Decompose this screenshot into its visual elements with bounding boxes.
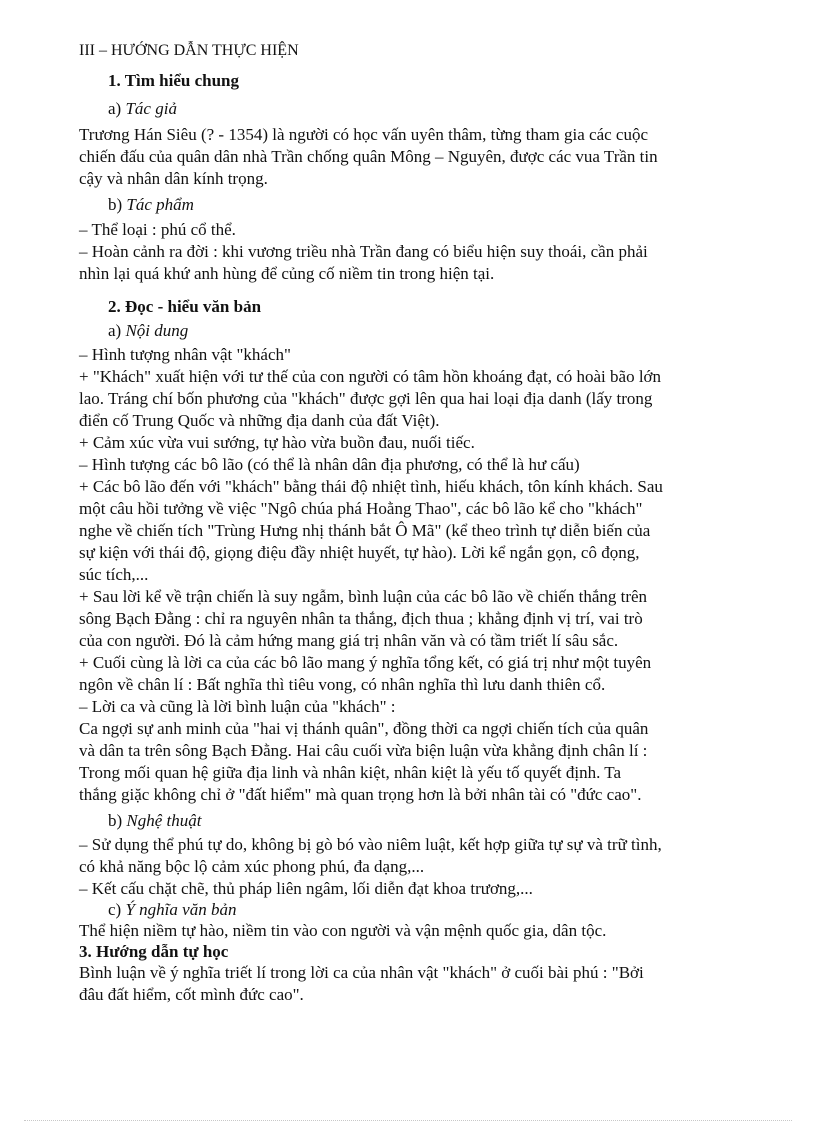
part2-b-title: Nghệ thuật xyxy=(126,811,202,830)
part1-heading: 1. Tìm hiểu chung xyxy=(108,71,240,90)
paragraph-line: + "Khách" xuất hiện với tư thế của con người có tâm hồn khoáng đạt, có hoài bão lớn xyxy=(79,367,662,386)
paragraph-line: nhìn lại quá khứ anh hùng để củng cố niềm tin trong hiện tại. xyxy=(79,264,495,283)
paragraph-line: sự kiện với thái độ, giọng điệu đầy nhiệt huyết, tự hào). Lời kể ngắn gọn, cô đọng, xyxy=(79,543,640,562)
paragraph-line: + Sau lời kể về trận chiến là suy ngẫm, bình luận của các bô lão về chiến thắng trên xyxy=(79,587,648,606)
paragraph-line: + Các bô lão đến với "khách" bằng thái độ nhiệt tình, hiếu khách, tôn kính khách. Sau xyxy=(79,477,663,496)
paragraph-line: Thể hiện niềm tự hào, niềm tin vào con người và vận mệnh quốc gia, dân tộc. xyxy=(79,921,607,940)
part1-a-subheading xyxy=(108,98,177,120)
paragraph-line: – Hình tượng các bô lão (có thể là nhân dân địa phương, có thể là hư cấu) xyxy=(79,455,580,474)
part1-b-title: Tác phẩm xyxy=(126,195,194,214)
part1-a-label: a) xyxy=(108,99,126,118)
paragraph-line: Bình luận về ý nghĩa triết lí trong lời ca của nhân vật "khách" ở cuối bài phú : "Bởi xyxy=(79,963,644,982)
part1-b-label: b) xyxy=(108,195,127,214)
paragraph-line: + Cuối cùng là lời ca của các bô lão mang ý nghĩa tổng kết, có giá trị như một tuyên xyxy=(79,653,652,672)
part2-c-subheading xyxy=(108,899,236,921)
paragraph-line: – Kết cấu chặt chẽ, thủ pháp liên ngâm, lối diễn đạt khoa trương,... xyxy=(79,879,533,898)
paragraph-line: Ca ngợi sự anh minh của "hai vị thánh quân", đồng thời ca ngợi chiến tích của quân xyxy=(79,719,649,738)
paragraph-line: chiến đấu của quân dân nhà Trần chống quân Mông – Nguyên, được các vua Trần tin xyxy=(79,147,658,166)
paragraph-line: sông Bạch Đằng : chỉ ra nguyên nhân ta thắng, địch thua ; khẳng định vị trí, vai trò xyxy=(79,609,643,628)
paragraph-line: Trương Hán Siêu (? - 1354) là người có học vấn uyên thâm, từng tham gia các cuộc xyxy=(79,125,649,144)
paragraph-line: – Lời ca và cũng là lời bình luận của "khách" : xyxy=(79,697,396,716)
part2-a-subheading xyxy=(108,320,188,342)
paragraph-line: Trong mối quan hệ giữa địa linh và nhân kiệt, nhân kiệt là yếu tố quyết định. Ta xyxy=(79,763,622,782)
paragraph-line: đâu đất hiểm, cốt mình đức cao". xyxy=(79,985,304,1004)
paragraph-line: – Thể loại : phú cổ thể. xyxy=(79,220,236,239)
part2-c-label: c) xyxy=(108,900,126,919)
section-title: III – HƯỚNG DẪN THỰC HIỆN xyxy=(79,42,299,59)
part2-heading: 2. Đọc - hiểu văn bản xyxy=(108,297,262,316)
part3-heading: 3. Hướng dẫn tự học xyxy=(79,942,229,961)
paragraph-line: nghe về chiến tích "Trùng Hưng nhị thánh bắt Ô Mã" (kể theo trình tự diễn biến của xyxy=(79,521,651,540)
paragraph-line: một câu hồi tưởng về việc "Ngô chúa phá Hoằng Thao", các bô lão kể cho "khách" xyxy=(79,499,643,518)
part2-a-title: Nội dung xyxy=(125,321,189,340)
paragraph-line: + Cảm xúc vừa vui sướng, tự hào vừa buồn đau, nuối tiếc. xyxy=(79,433,475,452)
part1-b-subheading xyxy=(108,194,194,216)
paragraph-line: lao. Tráng chí bốn phương của "khách" được gợi lên qua hai loại địa danh (lấy trong xyxy=(79,389,653,408)
part2-b-subheading xyxy=(108,810,202,832)
paragraph-line: điển cố Trung Quốc và những địa danh của đất Việt). xyxy=(79,411,440,430)
paragraph-line: thắng giặc không chỉ ở "đất hiểm" mà quan trọng hơn là bởi nhân tài có "đức cao". xyxy=(79,785,642,804)
page-bottom-divider xyxy=(24,1120,792,1121)
paragraph-line: súc tích,... xyxy=(79,565,149,584)
part2-a-label: a) xyxy=(108,321,126,340)
paragraph-line: – Hình tượng nhân vật "khách" xyxy=(79,345,291,364)
paragraph-line: – Sử dụng thể phú tự do, không bị gò bó vào niêm luật, kết hợp giữa tự sự và trữ tình, xyxy=(79,835,662,854)
paragraph-line: ngôn về chân lí : Bất nghĩa thì tiêu vong, có nhân nghĩa thì lưu danh thiên cổ. xyxy=(79,675,606,694)
part2-b-label: b) xyxy=(108,811,127,830)
paragraph-line: – Hoàn cảnh ra đời : khi vương triều nhà Trần đang có biểu hiện suy thoái, cần phải xyxy=(79,242,648,261)
paragraph-line: và dân ta trên sông Bạch Đằng. Hai câu cuối vừa biện luận vừa khẳng định chân lí : xyxy=(79,741,648,760)
paragraph-line: của con người. Đó là cảm hứng mang giá trị nhân văn và có tầm triết lí sâu sắc. xyxy=(79,631,619,650)
part1-a-title: Tác giả xyxy=(125,99,177,118)
part2-c-title: Ý nghĩa văn bản xyxy=(125,900,237,919)
paragraph-line: cậy và nhân dân kính trọng. xyxy=(79,169,268,188)
paragraph-line: có khả năng bộc lộ cảm xúc phong phú, đa dạng,... xyxy=(79,857,425,876)
